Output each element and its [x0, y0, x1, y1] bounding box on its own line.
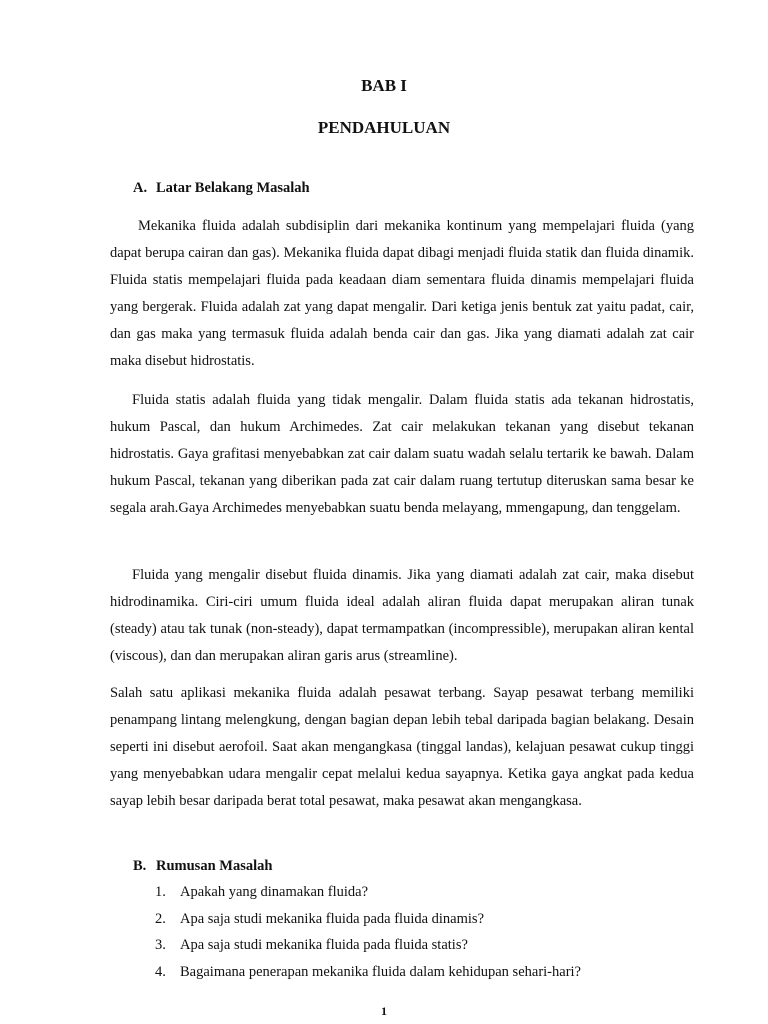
section-heading-latar-belakang — [133, 180, 310, 197]
section-heading-rumusan-masalah — [133, 858, 272, 875]
paragraph: Salah satu aplikasi mekanika fluida adalah pesawat terbang. Sayap pesawat terbang memiliki penampang lintang melengkung, dengan bagian depan lebih tebal daripada bagian belakang. Desain seperti ini disebut aerofoil. Saat akan mengangkasa (tinggal landas), kelajuan pesawat cukup tinggi yang menyebabkan udara mengalir cepat melalui kedua sayapnya. Ketika gaya angkat pada kedua sayap lebih besar daripada berat total pesawat, maka pesawat akan mengangkasa. — [110, 685, 694, 809]
list-item — [155, 932, 581, 959]
question-list — [155, 879, 581, 985]
list-item — [155, 879, 581, 906]
section-title: Rumusan Masalah — [156, 858, 273, 874]
paragraph: Fluida yang mengalir disebut fluida dinamis. Jika yang diamati adalah zat cair, maka disebut hidrodinamika. Ciri-ciri umum fluida ideal adalah aliran fluida dapat merupakan aliran tunak (steady) atau tak tunak (non-steady), dapat termampatkan (incompressible), merupakan aliran kental (viscous), dan dan merupakan aliran garis arus (streamline). — [110, 567, 694, 664]
list-text: Apakah yang dinamakan fluida? — [180, 884, 369, 900]
section-title: Latar Belakang Masalah — [156, 180, 310, 196]
chapter-number: BAB I — [361, 76, 407, 95]
section-letter: B. — [133, 858, 147, 874]
list-text: Bagaimana penerapan mekanika fluida dalam kehidupan sehari-hari? — [180, 963, 581, 980]
list-number: 3. — [155, 937, 166, 953]
list-number: 2. — [155, 910, 166, 927]
list-number: 1. — [155, 884, 166, 900]
page-number: 1 — [381, 1004, 387, 1018]
list-number: 4. — [155, 963, 166, 980]
section-letter: A. — [133, 180, 148, 196]
list-text: Apa saja studi mekanika fluida pada fluida dinamis? — [180, 910, 485, 927]
chapter-title: PENDAHULUAN — [317, 118, 451, 137]
list-text: Apa saja studi mekanika fluida pada fluida statis? — [180, 937, 468, 953]
list-item — [155, 906, 581, 933]
paragraph: Fluida statis adalah fluida yang tidak mengalir. Dalam fluida statis ada tekanan hidrostatis, hukum Pascal, dan hukum Archimedes. Zat cair melakukan tekanan yang disebut tekanan hidrostatis. Gaya grafitasi menyebabkan zat cair dalam suatu wadah selalu tertarik ke bawah. Dalam hukum Pascal, tekanan yang diberikan pada zat cair dalam ruang tertutup diteruskan sama besar ke segala arah.Gaya Archimedes menyebabkan suatu benda melayang, mmengapung, dan tenggelam. — [110, 392, 694, 516]
paragraph: Mekanika fluida adalah subdisiplin dari mekanika kontinum yang mempelajari fluida (yang dapat berupa cairan dan gas). Mekanika fluida dapat dibagi menjadi fluida statik dan fluida dinamik. Fluida statis mempelajari fluida pada keadaan diam sementara fluida dinamis mempelajari fluida yang bergerak. Fluida adalah zat yang dapat mengalir. Dari ketiga jenis bentuk zat yaitu padat, cair, dan gas maka yang termasuk fluida adalah benda cair dan gas. Jika yang diamati adalah zat cair maka disebut hidrostatis. — [110, 218, 694, 369]
list-item — [155, 959, 581, 986]
